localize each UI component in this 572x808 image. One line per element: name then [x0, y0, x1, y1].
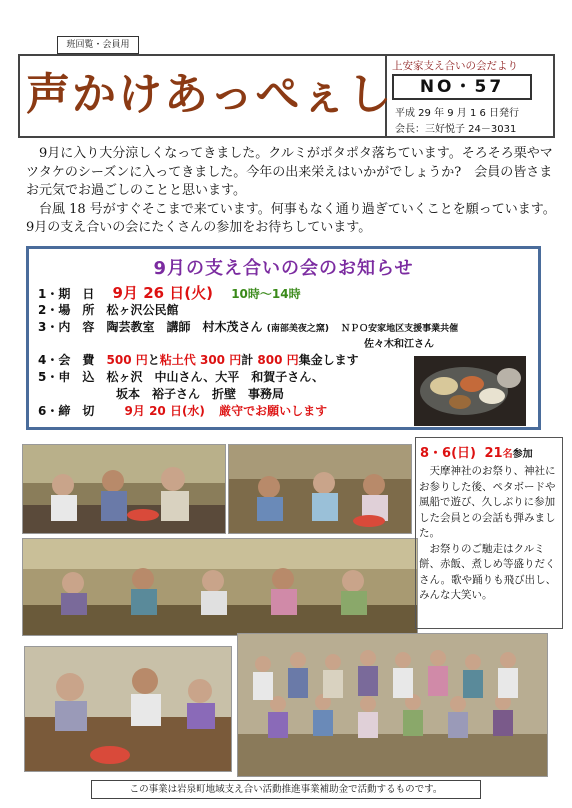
apply-contacts: 松ヶ沢 中山さん、大平 和賀子さん、 — [106, 370, 324, 384]
notice-label: 2・場 所 — [38, 303, 95, 317]
notice-row-fee — [38, 351, 359, 368]
festival-photo-1 — [22, 444, 226, 534]
event-report-text — [419, 464, 561, 604]
report-paragraph: 天摩神社のお祭り、神社にお参りした後、ペタボードや風船で遊び、久しぶりに参加した会員との会話も弾みました。 — [419, 465, 556, 539]
notice-row-apply — [38, 368, 324, 385]
event-report-heading — [420, 442, 533, 461]
pottery-lunch-photo — [414, 356, 526, 426]
fee-base: 500 円 — [106, 353, 148, 367]
assistant-name: 佐々木和江さん — [364, 339, 434, 350]
fee-total-label: 計 — [241, 353, 258, 367]
issue-number: NO・57 — [392, 74, 532, 100]
publish-date: 平成 29 年 9 月 1 6 日発行 — [395, 108, 520, 119]
notice-row-content — [38, 318, 458, 335]
meeting-time: 10時～14時 — [231, 287, 301, 301]
apply-contacts-cont: 坂本 裕子さん 折壁 事務局 — [116, 387, 285, 401]
event-date: 8・6 — [420, 446, 452, 461]
intro-paragraph: 9月に入り大分涼しくなってきました。クルミがポタポタ落ちています。そろそろ栗やマツタケのシーズンに入ってきました。今年の出来栄えはいかがでしょうか? 会員の皆さまお元気でお過ごしのことと思います。 — [26, 146, 553, 198]
festival-photo-2 — [228, 444, 412, 534]
notice-label: 3・内 容 — [38, 320, 95, 334]
festival-photo-4 — [24, 646, 232, 772]
group-photo — [237, 633, 548, 777]
funding-footer: この事業は岩泉町地域支え合い活動推進事業補助金で活動するものです。 — [91, 780, 481, 799]
intro-paragraph: 台風 18 号がすぐそこまで来ています。何事もなく通り過ぎていくことを願っています。9月の支え合いの会にたくさんの参加をお待ちしています。 — [26, 201, 556, 235]
participant-tag: 参加 — [512, 449, 533, 460]
participant-count: 21 — [484, 446, 503, 461]
meeting-content: 陶芸教室 講師 村木茂さん — [106, 320, 263, 334]
notice-label: 5・申 込 — [38, 370, 95, 384]
report-paragraph: お祭りのご馳走はクルミ餅、赤飯、煮しめ等盛りだくさん。歌や踊りも飛び出し、みんな大笑い。 — [419, 542, 557, 601]
fee-joiner: と — [147, 353, 160, 367]
notice-title: 9月の支え合いの会のお知らせ — [153, 258, 414, 279]
circulation-stamp: 班回覧・会員用 — [57, 36, 139, 54]
notice-label: 1・期 日 — [38, 287, 95, 301]
studio-note: (南部美夜之窯) — [266, 324, 329, 334]
fee-collect: 集金します — [298, 353, 359, 367]
notice-row-place — [38, 301, 179, 318]
deadline-date: 9月 20 日(水) — [124, 404, 205, 418]
notice-label: 6・締 切 — [38, 404, 95, 418]
festival-photo-3 — [22, 538, 418, 636]
event-weekday: (日) — [451, 446, 476, 461]
notice-row-deadline — [38, 402, 327, 419]
newsletter-subtitle: 上安家支え合いの会だより — [392, 60, 518, 72]
intro-text — [26, 145, 556, 238]
deadline-note: 厳守でお願いします — [219, 404, 328, 418]
support-note: ＮＰＯ安家地区支援事業共催 — [341, 324, 459, 334]
chair-contact: 会長：三好悦子 24－3031 — [395, 124, 517, 135]
fee-total: 800 円 — [257, 353, 299, 367]
participant-count-suffix: 名 — [502, 449, 513, 460]
newsletter-title: 声かけあっぺぇし — [26, 69, 394, 120]
fee-clay: 粘土代 300 円 — [159, 353, 242, 367]
meeting-place: 松ヶ沢公民館 — [106, 303, 179, 317]
notice-label: 4・会 費 — [38, 353, 95, 367]
meeting-date: 9月 26 日(火) — [112, 284, 214, 302]
notice-row-date — [38, 282, 301, 303]
